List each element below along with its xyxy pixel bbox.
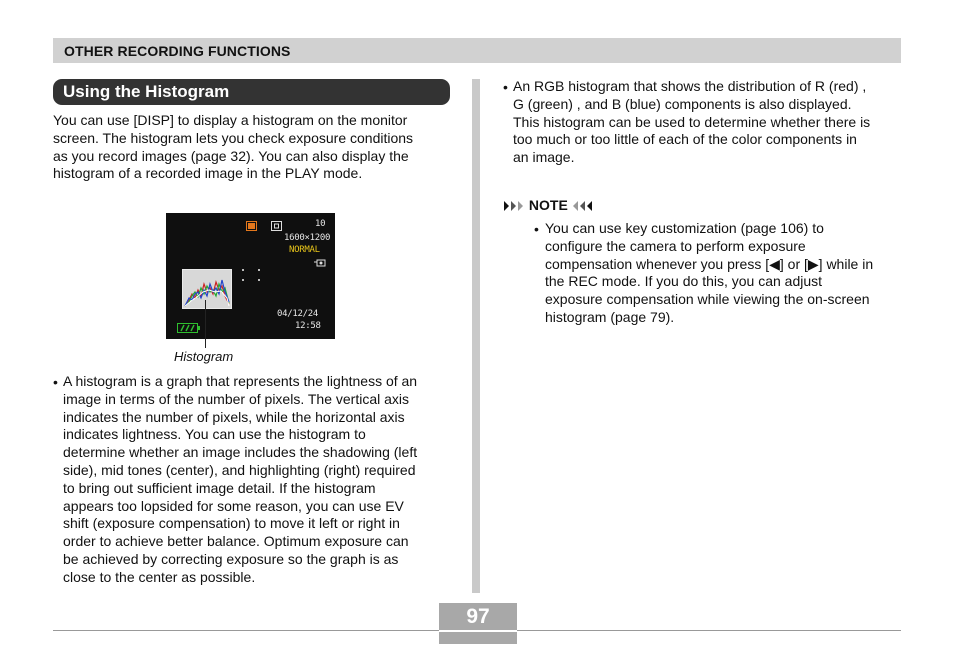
bullet-line: indicates the number of pixels, while the horizontal axis	[63, 408, 405, 425]
bullet-line: be achieved by correcting exposure so the graph is as	[63, 550, 399, 567]
focus-mark	[258, 279, 260, 281]
bullet-line: A histogram is a graph that represents the lightness of an	[63, 373, 418, 389]
note-left-icon	[503, 200, 525, 212]
bullet-line: G (green) , and B (blue) components is also displayed.	[513, 95, 852, 112]
note-paragraph	[545, 220, 905, 327]
note-line: configure the camera to perform exposure	[545, 237, 806, 254]
camera-screen-figure	[166, 213, 335, 339]
section-header	[53, 38, 901, 63]
bullet-line: too much or too little of each of the color components in	[513, 131, 857, 148]
bullet-marker: •	[534, 221, 539, 237]
page-number-box	[439, 603, 517, 644]
note-label: NOTE	[528, 197, 568, 213]
figure-caption: Histogram	[174, 349, 234, 364]
shots-remaining: 10	[315, 219, 326, 229]
bullet-line: order to achieve better balance. Optimum exposure can	[63, 533, 409, 550]
note-line: exposure compensation while viewing the on-screen	[545, 291, 870, 308]
page-title: Using the Histogram	[63, 82, 230, 101]
bullet-line: appears too lopsided for some reason, you can use EV	[63, 497, 404, 514]
note-heading	[503, 197, 594, 213]
intro-line: screen. The histogram lets you check exposure conditions	[53, 129, 414, 146]
note-line: You can use key customization (page 106) to	[545, 220, 824, 236]
page-number-band	[439, 630, 517, 632]
page-number: 97	[466, 605, 490, 628]
camera-icon	[314, 258, 326, 267]
intro-line: You can use [DISP] to display a histogram on the monitor	[53, 112, 408, 128]
intro-paragraph	[53, 112, 453, 183]
focus-mark	[242, 279, 244, 281]
caption-leader-line	[205, 300, 206, 348]
column-divider	[472, 79, 480, 593]
focus-mark	[242, 269, 244, 271]
bullet-line: side), mid tones (center), and highlighting (right) required	[63, 461, 416, 478]
bullet-line: shift (exposure compensation) to move it left or right in	[63, 515, 400, 532]
note-line: the REC mode. If you do this, you can adjust	[545, 273, 823, 290]
bullet-line: An RGB histogram that shows the distribution of R (red) ,	[513, 78, 867, 94]
intro-line: as you record images (page 32). You can also display the	[53, 147, 409, 164]
section-title: OTHER RECORDING FUNCTIONS	[64, 43, 291, 59]
bullet-marker: •	[53, 374, 58, 390]
bullet-paragraph-rgb	[513, 78, 903, 167]
bullet-line: This histogram can be used to determine whether there is	[513, 113, 871, 130]
metering-icon	[271, 221, 282, 231]
histogram-graph	[182, 269, 232, 309]
bullet-line: close to the center as possible.	[63, 568, 256, 585]
screen-time: 12:58	[295, 321, 321, 331]
screen-date: 04/12/24	[277, 309, 318, 319]
image-size: 1600×1200	[284, 233, 331, 243]
rec-mode-icon	[246, 221, 257, 231]
bullet-line: to bring out sufficient image detail. If the histogram	[63, 479, 376, 496]
note-line: histogram (page 79).	[545, 308, 675, 325]
battery-icon	[177, 323, 200, 333]
image-quality: NORMAL	[289, 245, 320, 255]
bullet-line: indicates lightness. You can use the histogram to	[63, 426, 366, 443]
note-line: compensation whenever you press [◀] or [▶] while in	[545, 255, 874, 272]
bullet-line: image in terms of the number of pixels. The vertical axis	[63, 390, 410, 407]
bullet-marker: •	[503, 79, 508, 95]
focus-mark	[258, 269, 260, 271]
intro-line: histogram of a recorded image in the PLAY mode.	[53, 165, 363, 182]
bullet-paragraph-histogram	[63, 373, 458, 587]
heading-bar	[53, 79, 450, 105]
bullet-line: an image.	[513, 149, 575, 166]
note-right-icon	[572, 200, 594, 212]
bullet-line: determine whether an image includes the shadowing (left	[63, 444, 418, 461]
